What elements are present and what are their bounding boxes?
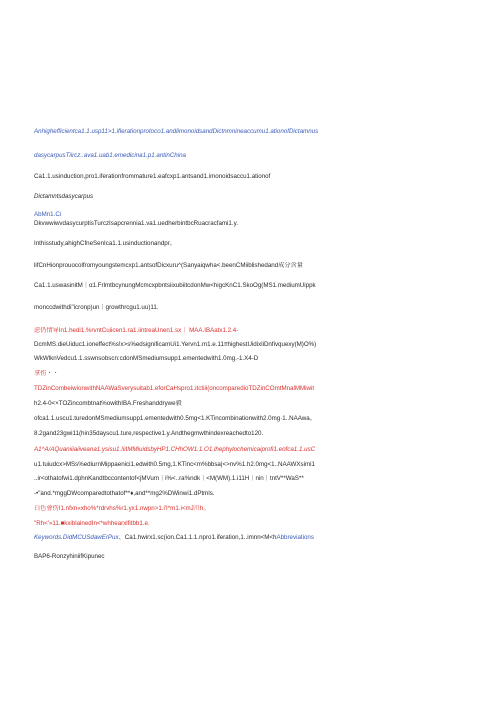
title-line-2: dasycarpusTiircz..ava1.uab1.emedicina1.p1.antinChina bbox=[34, 152, 186, 159]
abstract-line-2: Inthisstudy,ahighCfneSenIca1.1.usinductionandpr。 bbox=[34, 240, 176, 247]
abstract-line-19: "Rh<'»11.■kxiblainedIn<*whhearxlfitbb1.e. bbox=[34, 520, 150, 527]
abstract-line-6: 虑仍情导In1.hedi1.%rvntCuiicen1.ra1.iintreaUnen1.sx｜ MAA.IBAatx1.2.4- bbox=[34, 327, 239, 334]
abstract-line-18: 白色會伤I1.nfxn«xho%*rdrvhs%r1.yx1.nwpn>1.i'I*m1.i<mJ川h。 bbox=[34, 505, 210, 512]
abstract-line-12: ofca1.1.uscu1.turedonMSmediumsupp1.ementedwith0.5mg<1.KTincombinationwith2.0mg·1..NAAwa。 bbox=[34, 415, 316, 422]
abstract-line-4: Ca1.1.uswasinitM｜α1.FrlmtbcynungMcmcxpbntsiixubiitcdonMw<higcKnC1.SkoOg(MS1.mediumUippk bbox=[34, 282, 316, 289]
abbreviations-label: Abbreviations bbox=[276, 534, 314, 541]
abstract-line-1: DkvwwiwvdasycurptisTurczIsapcrennia1.va1.uedherbintbcRuacracfami1.y. bbox=[34, 220, 238, 227]
subtitle-line-2: Dictamntsdasycarpus bbox=[34, 193, 94, 200]
subtitle-line-1: Ca1.1.usinduction,pro1.iferationfrommature1.eafcxp1.antsand1.imonoidsaccu1.ationof bbox=[34, 173, 271, 180]
abstract-line-16: ..ir<othatofwi1.dphnKandtbccontentof<jMVum｜i%<..ra%ndk｜<M(WM).1.i11H｜nin｜tntV**WaS** bbox=[34, 475, 304, 482]
abbreviations-line: BAP6-RonzyhiniifKipunec bbox=[34, 553, 105, 560]
title-line-1: Anhighefficientca1.1.usp11>1.iflerationprotoco1.andlimonoidsandDictnmnineaccumu1.ationofDictamnus bbox=[34, 128, 319, 135]
abstract-line-5: monccdwithdi"icronp)un｜growthrcgu1.uu)11. bbox=[34, 304, 159, 311]
abstract-line-14: A1^A/AQuaniiiaiiveana1.ysisu1.!iitMMiuidsbyHP1.CHhOW1.1.O1.lhephylochemicaiprofi1.eofca1.1.usC bbox=[34, 446, 316, 453]
abstract-heading: AbMn1.Ci bbox=[34, 211, 62, 218]
keywords-label: Keywords.DidMCUSdawErPux bbox=[34, 534, 119, 541]
abstract-line-15: u1.tuiudcx>MSs%ediurnMippaenici1.edwith0.5mg,1.KTinc<m%bbsa|<>nv%1.h2.0mg<1..NAAWXsimi1 bbox=[34, 461, 315, 468]
abstract-line-17: -•"and.*mggDWcomparedtothatof**♦,and**mg2%DWinwi1.dPtmls. bbox=[34, 490, 215, 497]
abstract-line-10: TDZinCombeiwionwithNAAWaSverysuitab1.eforCaHspro1.itctiii(oncomparedioTDZinCOmtMnalMMiwit bbox=[34, 385, 315, 392]
abstract-line-9: 拿伤・・ bbox=[34, 370, 59, 377]
abstract-line-3: lifCnHionprouocolfromyoungstemcxp1.antsofDicxuru^(Sanyaiqwha<.beenCMiiblishedand成分含量 bbox=[34, 262, 303, 269]
keywords-text: 、Ca1.hwirx1.sc(ion.Ca1.1.1.npro1.iferation,1..imnn<M<h bbox=[118, 534, 277, 541]
abstract-line-8: WkWlknVedcu1.1.sswnsobscn:cdonMSmediumsupp1.ementedwith1.0mg.-1.X4-D bbox=[34, 355, 259, 362]
abstract-line-13: 8.2gand23gwi11(hin35dayscu1.ture,respective1.y.Andthegmwthindexreachedto120. bbox=[34, 430, 264, 437]
abstract-line-7: DcmMS.dieUiduc1.ioneffect%s!x>s%edsignificamUi1.Yervn1.m1.e.11≡highestUidixliDnfivquexy(M)O%) bbox=[34, 341, 317, 348]
keywords-line bbox=[34, 534, 470, 542]
abstract-line-11: h2.4-0<×TOZincombtnat%owithIBA.Freshanddrywe毅 bbox=[34, 400, 182, 407]
